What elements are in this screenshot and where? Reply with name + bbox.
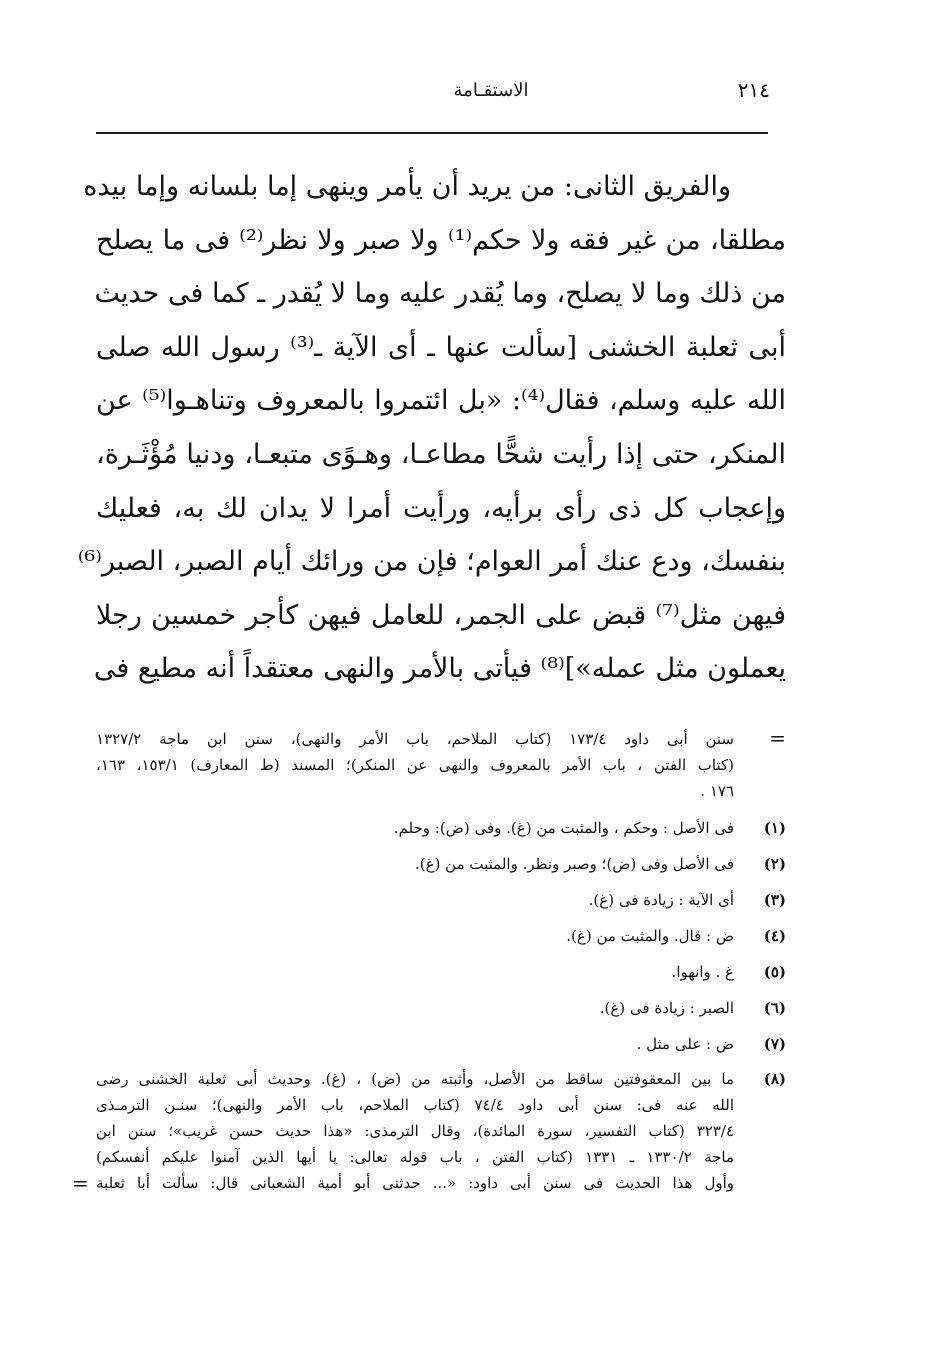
text-line: والفريق الثانى: من يريد أن يأمر وينهى إما بلسانه وإما بيده bbox=[83, 171, 731, 202]
footnote-number: (٢) bbox=[763, 855, 786, 873]
page-number: ٢١٤ bbox=[737, 78, 770, 102]
footnote-text bbox=[96, 1066, 734, 1170]
footnote-line: ماجة ١٣٣٠/٢ ـ ١٣٣١ (كتاب الفتن ، باب قوله تعالى: يا أيها الذين آمنوا عليكم أنفسكم) bbox=[96, 1148, 734, 1166]
running-title: الاستقـامة bbox=[453, 80, 529, 101]
main-text bbox=[77, 160, 787, 696]
footnote-continuation bbox=[96, 726, 786, 804]
text-line: بنفسك، ودع عنك أمر العوام؛ فإن من ورائك أيام الصبر، الصبر⁽⁶⁾ bbox=[77, 546, 786, 578]
text-line: من ذلك وما لا يصلح، وما يُقدر عليه وما لا يُقدر ـ كما فى حديث bbox=[94, 278, 786, 310]
footnote-line: وأول هذا الحديث فى سنن أبى داود: «... حدثنى أبو أمية الشعبانى قال: سألت أبا ثعلبة bbox=[96, 1174, 734, 1192]
footnote-text: الصبر : زيادة فى (غ). bbox=[599, 999, 734, 1017]
page-header bbox=[0, 78, 942, 108]
footnote-number: (٣) bbox=[763, 891, 786, 909]
footnote-item bbox=[96, 1026, 786, 1062]
text-line: الله عليه وسلم، فقال⁽⁴⁾: «بل ائتمروا بالمعروف وتناهـوا⁽⁵⁾ عن bbox=[96, 385, 786, 417]
footnote-number: (٨) bbox=[763, 1070, 786, 1088]
text-line: أبى ثعلبة الخشنى [سألت عنها ـ أى الآية ـ⁽³⁾ رسول الله صلى bbox=[96, 331, 786, 363]
continuation-mark: = bbox=[769, 726, 786, 750]
footnote-item bbox=[96, 954, 786, 990]
text-line: مطلقا، من غير فقه ولا حكم⁽¹⁾ ولا صبر ولا نظر⁽²⁾ فى ما يصلح bbox=[96, 224, 787, 256]
footnote-text: ض : قال. والمثبت من (غ). bbox=[566, 927, 734, 945]
footnote-text: فى الأصل : وحكم ، والمثبت من (غ). وفى (ض): وحلم. bbox=[393, 819, 734, 837]
footnote-line: ١٧٦ . bbox=[700, 782, 734, 800]
text-line: فيهن مثل⁽⁷⁾ قبض على الجمر، للعامل فيهن كأجر خمسين رجلا bbox=[96, 599, 786, 631]
footnote-last-line bbox=[72, 1170, 786, 1196]
header-rule bbox=[96, 132, 768, 134]
footnote-line: سنن أبى داود ١٧٣/٤ (كتاب الملاحم، باب الأمر والنهى)، سنن ابن ماجة ١٣٢٧/٢ bbox=[96, 730, 734, 748]
footnote-number: (٥) bbox=[763, 963, 786, 981]
footnote-text: أى الآية : زيادة فى (غ). bbox=[588, 891, 734, 909]
footnote-line: الله عنه فى: سنن أبى داود ٧٤/٤ (كتاب الملاحم، باب الأمر والنهى)؛ سنـن الترمـذى bbox=[96, 1096, 734, 1114]
footnote-text: غ . وانهوا. bbox=[671, 963, 734, 981]
text-line: يعملون مثل عمله»]⁽⁸⁾ فيأتى بالأمر والنهى معتقداً أنه مطيع فى bbox=[93, 653, 786, 685]
footnote-item bbox=[96, 810, 786, 846]
footnote-line: (كتاب الفتن ، باب الأمر بالمعروف والنهى عن المنكر)؛ المسند (ط المعارف) ١٥٣/١، ١٦٣، bbox=[96, 756, 734, 774]
footnote-text: فى الأصل وفى (ض)؛ وصبر ونظر. والمثبت من (غ). bbox=[414, 855, 734, 873]
text-line: وإعجاب كل ذى رأى برأيه، ورأيت أمرا لا يدان لك به، فعليك bbox=[96, 492, 786, 524]
footnote-number: (٦) bbox=[763, 999, 786, 1017]
footnote-number: (٤) bbox=[763, 927, 786, 945]
footnote-line: ٣٢٣/٤ (كتاب التفسير، سورة المائدة)، وقال الترمذى: «هذا حديث حسن غريب»؛ سنن ابن bbox=[96, 1122, 734, 1140]
text-line: المنكر، حتى إذا رأيت شحًّا مطاعـا، وهـوًى متبعـا، ودنيا مُؤْثَـرة، bbox=[96, 438, 786, 470]
continuation-mark: = bbox=[72, 1171, 89, 1195]
footnote-text: ض : على مثل . bbox=[636, 1035, 734, 1053]
footnote-number: (٧) bbox=[763, 1035, 786, 1053]
footnote-item bbox=[96, 918, 786, 954]
footnote-number: (١) bbox=[763, 819, 786, 837]
footnote-list bbox=[96, 810, 786, 1170]
footnote-line: ما بين المعقوفتين ساقط من الأصل، وأثبته من (ض) ، (غ). وحديث أبى ثعلبة الخشنى رضى bbox=[96, 1070, 734, 1088]
footnotes bbox=[72, 726, 786, 1196]
footnote-item bbox=[96, 1062, 786, 1170]
footnote-item bbox=[96, 846, 786, 882]
footnote-item bbox=[96, 882, 786, 918]
footnote-item bbox=[96, 990, 786, 1026]
